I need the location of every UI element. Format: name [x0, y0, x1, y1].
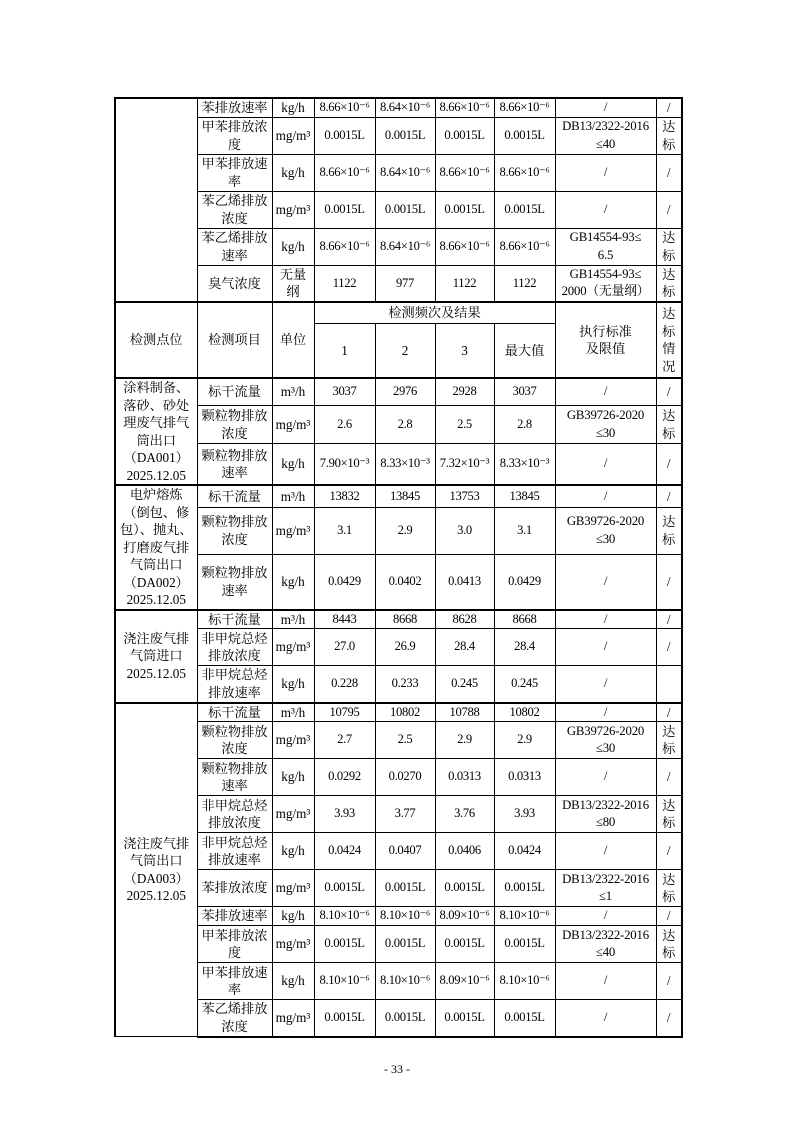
status-cell: /	[656, 98, 682, 117]
status-cell: /	[656, 1000, 682, 1037]
status-cell: /	[656, 485, 682, 507]
item-cell: 标干流量	[197, 485, 272, 507]
table-row	[115, 98, 682, 117]
table-row	[115, 444, 682, 485]
standard-cell: /	[555, 444, 656, 485]
table-row	[115, 228, 682, 265]
value-2-cell: 8.10×10⁻⁶	[375, 963, 435, 1000]
value-2-cell: 0.0015L	[375, 191, 435, 228]
value-max-cell: 2.9	[494, 722, 555, 759]
value-max-cell: 8.66×10⁻⁶	[494, 98, 555, 117]
value-max-cell: 0.245	[494, 666, 555, 703]
standard-cell: /	[555, 154, 656, 191]
value-2-cell: 8.10×10⁻⁶	[375, 907, 435, 926]
value-1-cell: 8443	[314, 610, 375, 629]
point-cell: 电炉熔炼（倒包、修包）、抛丸、打磨废气排气筒出口（DA002） 2025.12.05	[115, 485, 197, 610]
value-1-cell: 8.66×10⁻⁶	[314, 228, 375, 265]
value-2-cell: 8.64×10⁻⁶	[375, 228, 435, 265]
standard-cell: /	[555, 378, 656, 406]
header-item: 检测项目	[197, 302, 272, 378]
table-row	[115, 406, 682, 444]
unit-cell: kg/h	[272, 98, 314, 117]
value-1-cell: 0.0292	[314, 759, 375, 796]
value-3-cell: 0.0015L	[435, 870, 494, 907]
value-2-cell: 10802	[375, 703, 435, 722]
table-row	[115, 191, 682, 228]
value-max-cell: 3037	[494, 378, 555, 406]
unit-cell: mg/m³	[272, 629, 314, 666]
unit-cell: kg/h	[272, 666, 314, 703]
table-row	[115, 907, 682, 926]
value-2-cell: 2.5	[375, 722, 435, 759]
table-row	[115, 378, 682, 406]
item-cell: 颗粒物排放速率	[197, 444, 272, 485]
item-cell: 苯乙烯排放速率	[197, 228, 272, 265]
status-cell: /	[656, 759, 682, 796]
value-3-cell: 8.09×10⁻⁶	[435, 907, 494, 926]
value-max-cell: 8668	[494, 610, 555, 629]
value-max-cell: 1122	[494, 265, 555, 302]
status-cell: 达标	[656, 870, 682, 907]
monitoring-results-table	[114, 97, 683, 1038]
value-3-cell: 0.0406	[435, 833, 494, 870]
table-row	[115, 154, 682, 191]
value-2-cell: 8.64×10⁻⁶	[375, 154, 435, 191]
unit-cell: kg/h	[272, 759, 314, 796]
unit-cell: kg/h	[272, 154, 314, 191]
table-row	[115, 796, 682, 833]
value-1-cell: 0.0015L	[314, 191, 375, 228]
status-cell: /	[656, 833, 682, 870]
value-max-cell: 0.0015L	[494, 870, 555, 907]
item-cell: 标干流量	[197, 378, 272, 406]
header-run-3: 3	[435, 323, 494, 378]
value-1-cell: 0.228	[314, 666, 375, 703]
unit-cell: mg/m³	[272, 870, 314, 907]
status-cell: 达标	[656, 507, 682, 554]
header-unit: 单位	[272, 302, 314, 378]
status-cell: /	[656, 610, 682, 629]
value-max-cell: 2.8	[494, 406, 555, 444]
value-3-cell: 8.66×10⁻⁶	[435, 98, 494, 117]
value-max-cell: 0.0015L	[494, 191, 555, 228]
value-max-cell: 0.0015L	[494, 926, 555, 963]
unit-cell: kg/h	[272, 907, 314, 926]
value-3-cell: 10788	[435, 703, 494, 722]
value-3-cell: 0.245	[435, 666, 494, 703]
item-cell: 标干流量	[197, 703, 272, 722]
standard-cell: /	[555, 191, 656, 228]
unit-cell: kg/h	[272, 444, 314, 485]
standard-cell: /	[555, 703, 656, 722]
value-1-cell: 1122	[314, 265, 375, 302]
value-2-cell: 0.0407	[375, 833, 435, 870]
value-2-cell: 0.0402	[375, 554, 435, 609]
value-max-cell: 0.0015L	[494, 117, 555, 154]
value-2-cell: 8.33×10⁻³	[375, 444, 435, 485]
value-max-cell: 8.66×10⁻⁶	[494, 154, 555, 191]
table-row	[115, 265, 682, 302]
header-standard: 执行标准 及限值	[555, 302, 656, 378]
standard-cell: DB13/2322-2016 ≤40	[555, 117, 656, 154]
table-header-row	[115, 302, 682, 323]
value-1-cell: 3.93	[314, 796, 375, 833]
item-cell: 甲苯排放浓度	[197, 926, 272, 963]
value-2-cell: 0.0015L	[375, 926, 435, 963]
point-cell: 涂料制备、落砂、砂处理废气排气筒出口（DA001） 2025.12.05	[115, 378, 197, 485]
item-cell: 甲苯排放浓度	[197, 117, 272, 154]
value-3-cell: 7.32×10⁻³	[435, 444, 494, 485]
point-cell-continued	[115, 98, 197, 302]
value-max-cell: 0.0424	[494, 833, 555, 870]
table-row	[115, 833, 682, 870]
status-cell: /	[656, 444, 682, 485]
value-3-cell: 0.0313	[435, 759, 494, 796]
value-1-cell: 0.0015L	[314, 1000, 375, 1037]
item-cell: 颗粒物排放浓度	[197, 722, 272, 759]
value-3-cell: 0.0413	[435, 554, 494, 609]
status-cell: /	[656, 963, 682, 1000]
table-row	[115, 703, 682, 722]
status-cell: 达标	[656, 117, 682, 154]
status-cell: /	[656, 703, 682, 722]
standard-cell: GB14554-93≤ 6.5	[555, 228, 656, 265]
table-row	[115, 117, 682, 154]
value-3-cell: 3.76	[435, 796, 494, 833]
value-2-cell: 8.64×10⁻⁶	[375, 98, 435, 117]
item-cell: 非甲烷总烃排放浓度	[197, 629, 272, 666]
value-max-cell: 8.10×10⁻⁶	[494, 963, 555, 1000]
standard-cell: DB13/2322-2016 ≤80	[555, 796, 656, 833]
item-cell: 颗粒物排放速率	[197, 554, 272, 609]
value-max-cell: 10802	[494, 703, 555, 722]
unit-cell: mg/m³	[272, 117, 314, 154]
status-cell: /	[656, 378, 682, 406]
status-cell: 达标	[656, 406, 682, 444]
value-2-cell: 13845	[375, 485, 435, 507]
item-cell: 臭气浓度	[197, 265, 272, 302]
point-cell: 浇注废气排气筒出口（DA003） 2025.12.05	[115, 703, 197, 1037]
table-row	[115, 722, 682, 759]
unit-cell: mg/m³	[272, 406, 314, 444]
item-cell: 甲苯排放速率	[197, 154, 272, 191]
standard-cell: DB13/2322-2016 ≤40	[555, 926, 656, 963]
value-2-cell: 0.0015L	[375, 117, 435, 154]
table-row	[115, 1000, 682, 1037]
value-1-cell: 8.66×10⁻⁶	[314, 154, 375, 191]
header-status: 达标情况	[656, 302, 682, 378]
value-3-cell: 8.66×10⁻⁶	[435, 154, 494, 191]
standard-cell: DB13/2322-2016 ≤1	[555, 870, 656, 907]
status-cell: 达标	[656, 926, 682, 963]
table-row	[115, 926, 682, 963]
value-3-cell: 13753	[435, 485, 494, 507]
unit-cell: mg/m³	[272, 1000, 314, 1037]
value-2-cell: 0.0015L	[375, 870, 435, 907]
value-1-cell: 13832	[314, 485, 375, 507]
value-3-cell: 0.0015L	[435, 926, 494, 963]
value-1-cell: 8.66×10⁻⁶	[314, 98, 375, 117]
unit-cell: kg/h	[272, 963, 314, 1000]
standard-cell: /	[555, 907, 656, 926]
value-2-cell: 26.9	[375, 629, 435, 666]
status-cell	[656, 666, 682, 703]
value-1-cell: 0.0015L	[314, 870, 375, 907]
table-row	[115, 629, 682, 666]
standard-cell: /	[555, 833, 656, 870]
standard-cell: /	[555, 759, 656, 796]
unit-cell: kg/h	[272, 833, 314, 870]
item-cell: 苯排放速率	[197, 98, 272, 117]
status-cell: /	[656, 554, 682, 609]
value-1-cell: 3.1	[314, 507, 375, 554]
standard-cell: GB14554-93≤ 2000（无量纲）	[555, 265, 656, 302]
item-cell: 非甲烷总烃排放速率	[197, 833, 272, 870]
standard-cell: GB39726-2020 ≤30	[555, 406, 656, 444]
standard-cell: GB39726-2020 ≤30	[555, 722, 656, 759]
status-cell: /	[656, 154, 682, 191]
item-cell: 标干流量	[197, 610, 272, 629]
unit-cell: mg/m³	[272, 191, 314, 228]
value-max-cell: 3.93	[494, 796, 555, 833]
table-row	[115, 963, 682, 1000]
item-cell: 颗粒物排放浓度	[197, 507, 272, 554]
value-1-cell: 3037	[314, 378, 375, 406]
value-3-cell: 1122	[435, 265, 494, 302]
value-3-cell: 3.0	[435, 507, 494, 554]
value-max-cell: 0.0015L	[494, 1000, 555, 1037]
value-max-cell: 3.1	[494, 507, 555, 554]
value-max-cell: 8.10×10⁻⁶	[494, 907, 555, 926]
value-1-cell: 0.0015L	[314, 926, 375, 963]
value-2-cell: 977	[375, 265, 435, 302]
standard-cell: /	[555, 1000, 656, 1037]
value-max-cell: 8.66×10⁻⁶	[494, 228, 555, 265]
value-3-cell: 2.5	[435, 406, 494, 444]
value-1-cell: 0.0015L	[314, 117, 375, 154]
status-cell: 达标	[656, 722, 682, 759]
unit-cell: m³/h	[272, 378, 314, 406]
item-cell: 苯乙烯排放浓度	[197, 191, 272, 228]
unit-cell: m³/h	[272, 610, 314, 629]
header-run-1: 1	[314, 323, 375, 378]
table-row	[115, 485, 682, 507]
item-cell: 颗粒物排放速率	[197, 759, 272, 796]
unit-cell: mg/m³	[272, 507, 314, 554]
table-row	[115, 507, 682, 554]
value-3-cell: 0.0015L	[435, 191, 494, 228]
value-1-cell: 8.10×10⁻⁶	[314, 963, 375, 1000]
value-max-cell: 28.4	[494, 629, 555, 666]
item-cell: 苯排放浓度	[197, 870, 272, 907]
unit-cell: 无量 纲	[272, 265, 314, 302]
value-3-cell: 8.09×10⁻⁶	[435, 963, 494, 1000]
value-3-cell: 8628	[435, 610, 494, 629]
standard-cell: /	[555, 485, 656, 507]
status-cell: /	[656, 191, 682, 228]
value-3-cell: 8.66×10⁻⁶	[435, 228, 494, 265]
unit-cell: mg/m³	[272, 926, 314, 963]
value-max-cell: 13845	[494, 485, 555, 507]
unit-cell: m³/h	[272, 485, 314, 507]
page-number: - 33 -	[384, 1062, 410, 1076]
point-cell: 浇注废气排气筒进口 2025.12.05	[115, 610, 197, 703]
item-cell: 苯排放速率	[197, 907, 272, 926]
header-frequency: 检测频次及结果	[314, 302, 555, 323]
item-cell: 颗粒物排放浓度	[197, 406, 272, 444]
value-1-cell: 0.0429	[314, 554, 375, 609]
table-row	[115, 870, 682, 907]
value-1-cell: 0.0424	[314, 833, 375, 870]
standard-cell: /	[555, 610, 656, 629]
status-cell: /	[656, 907, 682, 926]
unit-cell: m³/h	[272, 703, 314, 722]
value-2-cell: 8668	[375, 610, 435, 629]
unit-cell: mg/m³	[272, 722, 314, 759]
value-1-cell: 2.6	[314, 406, 375, 444]
value-2-cell: 0.0015L	[375, 1000, 435, 1037]
standard-cell: /	[555, 629, 656, 666]
item-cell: 非甲烷总烃排放速率	[197, 666, 272, 703]
value-max-cell: 8.33×10⁻³	[494, 444, 555, 485]
value-1-cell: 7.90×10⁻³	[314, 444, 375, 485]
item-cell: 苯乙烯排放浓度	[197, 1000, 272, 1037]
value-2-cell: 2976	[375, 378, 435, 406]
unit-cell: mg/m³	[272, 796, 314, 833]
header-run-2: 2	[375, 323, 435, 378]
standard-cell: /	[555, 666, 656, 703]
value-2-cell: 3.77	[375, 796, 435, 833]
table-row	[115, 554, 682, 609]
standard-cell: /	[555, 963, 656, 1000]
status-cell: 达标	[656, 265, 682, 302]
header-point: 检测点位	[115, 302, 197, 378]
table-row	[115, 759, 682, 796]
value-3-cell: 28.4	[435, 629, 494, 666]
unit-cell: kg/h	[272, 554, 314, 609]
value-1-cell: 10795	[314, 703, 375, 722]
standard-cell: /	[555, 98, 656, 117]
value-1-cell: 8.10×10⁻⁶	[314, 907, 375, 926]
table-row	[115, 610, 682, 629]
value-3-cell: 2.9	[435, 722, 494, 759]
value-2-cell: 2.8	[375, 406, 435, 444]
value-3-cell: 0.0015L	[435, 117, 494, 154]
value-2-cell: 0.0270	[375, 759, 435, 796]
value-1-cell: 2.7	[314, 722, 375, 759]
standard-cell: /	[555, 554, 656, 609]
status-cell: 达标	[656, 796, 682, 833]
header-run-max: 最大值	[494, 323, 555, 378]
value-3-cell: 0.0015L	[435, 1000, 494, 1037]
standard-cell: GB39726-2020 ≤30	[555, 507, 656, 554]
value-1-cell: 27.0	[314, 629, 375, 666]
value-max-cell: 0.0429	[494, 554, 555, 609]
item-cell: 甲苯排放速率	[197, 963, 272, 1000]
status-cell: /	[656, 629, 682, 666]
unit-cell: kg/h	[272, 228, 314, 265]
table-row	[115, 666, 682, 703]
value-3-cell: 2928	[435, 378, 494, 406]
item-cell: 非甲烷总烃排放浓度	[197, 796, 272, 833]
value-max-cell: 0.0313	[494, 759, 555, 796]
value-2-cell: 0.233	[375, 666, 435, 703]
status-cell: 达标	[656, 228, 682, 265]
value-2-cell: 2.9	[375, 507, 435, 554]
